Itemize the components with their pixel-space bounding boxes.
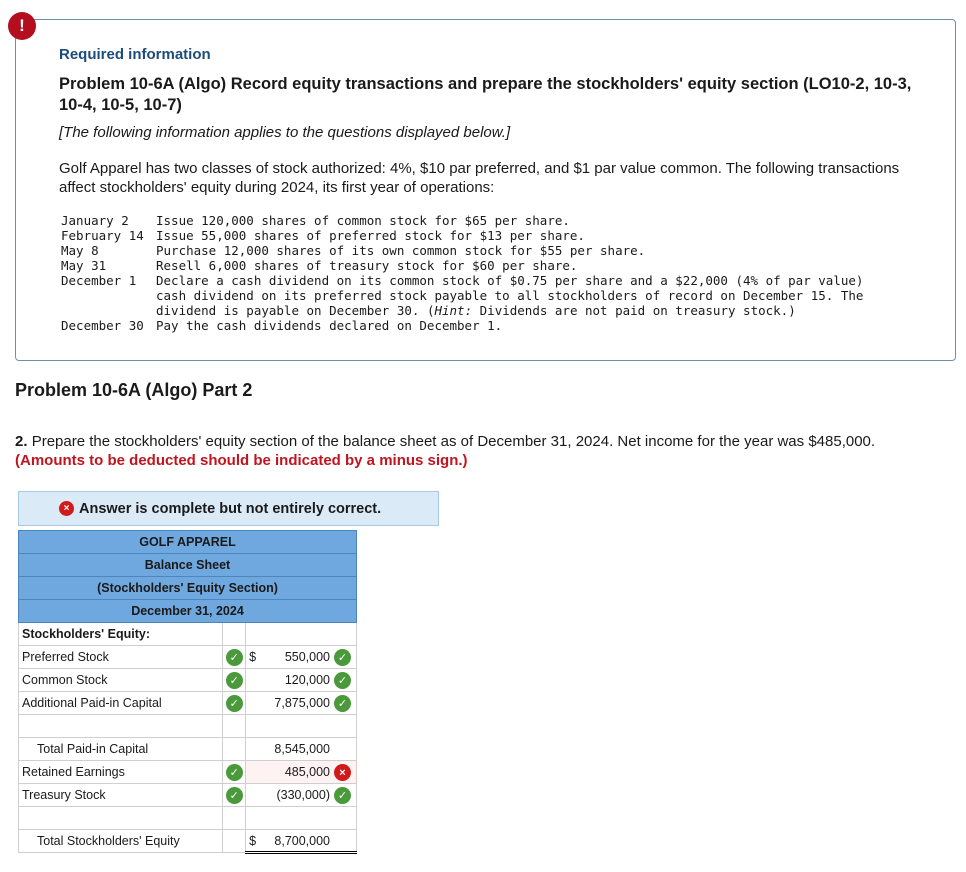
empty-amount-input[interactable] xyxy=(246,715,357,738)
total-equity-value: 8,700,000 xyxy=(274,833,330,848)
table-row xyxy=(19,692,357,715)
table-row xyxy=(19,669,357,692)
total-paid-in-label: Total Paid-in Capital xyxy=(19,738,223,761)
treasury-stock-value: (330,000) xyxy=(276,788,330,802)
empty-row xyxy=(19,807,357,830)
empty-label-input[interactable] xyxy=(19,715,223,738)
instruction-number: 2. xyxy=(15,433,28,450)
required-information-label: Required information xyxy=(59,46,211,63)
transaction-text: Pay the cash dividends declared on December 1. xyxy=(156,318,503,333)
transaction-date: February 14 xyxy=(61,228,144,243)
treasury-stock-input[interactable] xyxy=(246,784,357,807)
transaction-row xyxy=(61,273,901,318)
preferred-stock-label[interactable]: Preferred Stock xyxy=(19,646,223,669)
transaction-row xyxy=(61,243,901,258)
check-icon: ✓ xyxy=(226,787,243,804)
check-icon: ✓ xyxy=(226,695,243,712)
transaction-row xyxy=(61,258,901,273)
transaction-text: Purchase 12,000 shares of its own common stock for $55 per share. xyxy=(156,243,646,258)
transaction-row xyxy=(61,318,901,333)
instruction-text: Prepare the stockholders' equity section of the balance sheet as of December 31, 2024. Net income for the year was $485,000. xyxy=(31,433,876,450)
preferred-stock-input[interactable] xyxy=(246,646,357,669)
check-icon: ✓ xyxy=(226,672,243,689)
table-row xyxy=(19,646,357,669)
applies-note: [The following information applies to the questions displayed below.] xyxy=(59,124,511,141)
hint-label: Hint: xyxy=(434,303,473,318)
header-row xyxy=(19,577,357,600)
common-stock-input[interactable] xyxy=(246,669,357,692)
treasury-stock-label[interactable]: Treasury Stock xyxy=(19,784,223,807)
table-row xyxy=(19,623,357,646)
transaction-text: Issue 55,000 shares of preferred stock for $13 per share. xyxy=(156,228,585,243)
table-row xyxy=(19,830,357,853)
total-equity-input[interactable] xyxy=(246,830,357,853)
transaction-row xyxy=(61,213,901,228)
retained-earnings-input[interactable] xyxy=(246,761,357,784)
transaction-text: Issue 120,000 shares of common stock for $65 per share. xyxy=(156,213,570,228)
empty-label-input[interactable] xyxy=(19,807,223,830)
apic-value: 7,875,000 xyxy=(274,696,330,710)
transaction-date: May 31 xyxy=(61,258,107,273)
apic-input[interactable] xyxy=(246,692,357,715)
incorrect-icon: × xyxy=(59,501,74,516)
preferred-stock-value: 550,000 xyxy=(284,650,330,664)
check-icon: ✓ xyxy=(334,787,351,804)
equity-heading: Stockholders' Equity: xyxy=(19,623,223,646)
check-icon: ✓ xyxy=(334,649,351,666)
transactions-table xyxy=(61,213,901,333)
check-icon: ✓ xyxy=(226,649,243,666)
instruction-red-note: (Amounts to be deducted should be indicated by a minus sign.) xyxy=(15,452,468,469)
incorrect-icon: × xyxy=(334,764,351,781)
apic-label[interactable]: Additional Paid-in Capital xyxy=(19,692,223,715)
common-stock-value: 120,000 xyxy=(284,673,330,687)
part-title: Problem 10-6A (Algo) Part 2 xyxy=(15,380,253,400)
table-row xyxy=(19,784,357,807)
table-row xyxy=(19,761,357,784)
balance-sheet-table xyxy=(18,530,357,854)
company-name: GOLF APPAREL xyxy=(19,531,357,554)
answer-status-text: Answer is complete but not entirely correct. xyxy=(79,500,382,517)
problem-description: Golf Apparel has two classes of stock authorized: 4%, $10 par preferred, and $1 par value common. The following transactions affect stockholders' equity during 2024, its first year of operations: xyxy=(59,160,900,196)
transaction-text-with-hint xyxy=(156,273,901,318)
transaction-date: December 30 xyxy=(61,318,144,333)
header-row xyxy=(19,600,357,623)
transaction-text: Resell 6,000 shares of treasury stock for $60 per share. xyxy=(156,258,578,273)
retained-earnings-label[interactable]: Retained Earnings xyxy=(19,761,223,784)
transaction-text: Declare a cash dividend on its common stock of $0.75 per share and a $22,000 (4% of par value) cash dividend on its preferred stock payable to all stockholders of record on December 15. The dividend is payable on December 30. xyxy=(156,273,864,318)
check-icon: ✓ xyxy=(226,764,243,781)
header-row xyxy=(19,554,357,577)
transaction-date: January 2 xyxy=(61,213,129,228)
check-icon: ✓ xyxy=(334,672,351,689)
total-paid-in-input[interactable] xyxy=(246,738,357,761)
required-information-panel xyxy=(15,19,956,361)
part-instructions xyxy=(15,432,955,470)
transaction-date: May 8 xyxy=(61,243,99,258)
section-name: (Stockholders' Equity Section) xyxy=(19,577,357,600)
common-stock-label[interactable]: Common Stock xyxy=(19,669,223,692)
hint-text: Dividends are not paid on treasury stock.) xyxy=(479,303,796,318)
retained-earnings-value: 485,000 xyxy=(284,765,330,779)
total-equity-label: Total Stockholders' Equity xyxy=(19,830,223,853)
header-row xyxy=(19,531,357,554)
problem-title: Problem 10-6A (Algo) Record equity transactions and prepare the stockholders' equity section (LO10-2, 10-3, 10-4, 10-5, 10-7) xyxy=(59,75,912,114)
statement-name: Balance Sheet xyxy=(19,554,357,577)
dollar-sign: $ xyxy=(249,833,257,848)
empty-row xyxy=(19,715,357,738)
transaction-date: December 1 xyxy=(61,273,137,288)
answer-status-banner xyxy=(18,491,439,526)
alert-icon: ! xyxy=(8,12,36,40)
dollar-sign: $ xyxy=(249,650,257,664)
empty-amount-input[interactable] xyxy=(246,807,357,830)
hint-open: ( xyxy=(426,303,435,318)
check-icon: ✓ xyxy=(334,695,351,712)
total-paid-in-value: 8,545,000 xyxy=(274,742,330,756)
table-row xyxy=(19,738,357,761)
transaction-row xyxy=(61,228,901,243)
statement-date: December 31, 2024 xyxy=(19,600,357,623)
